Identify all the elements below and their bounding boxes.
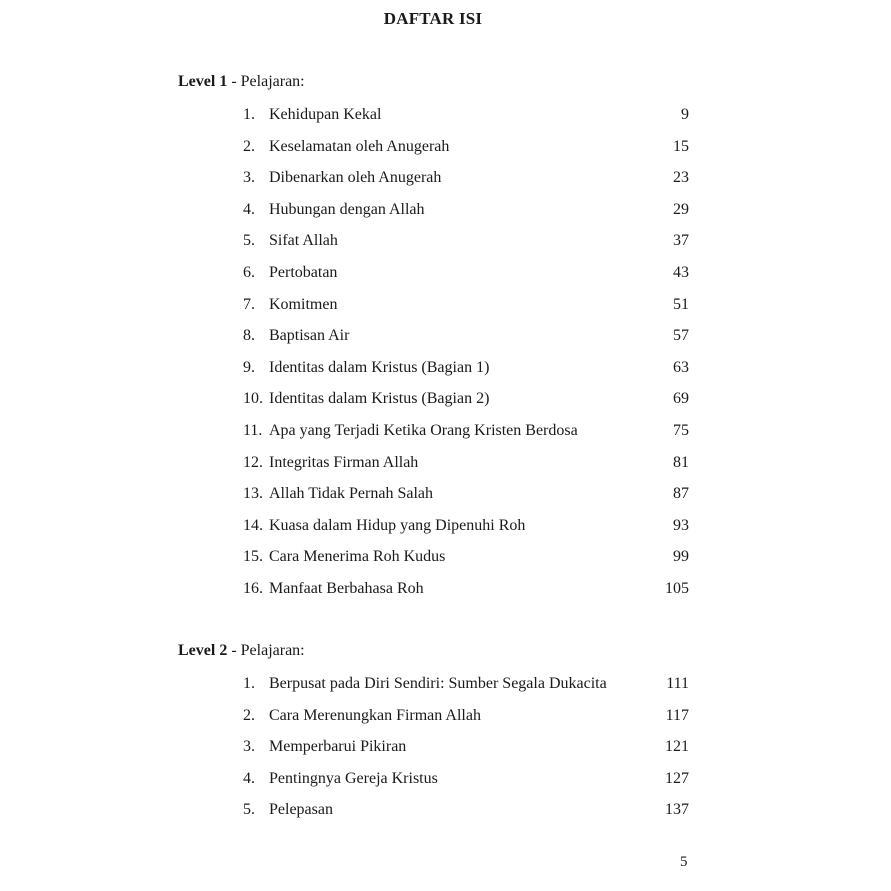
- toc-entry-page: 51: [673, 295, 689, 313]
- toc-entry[interactable]: [243, 295, 689, 327]
- toc-entry-title: Pelepasan: [269, 801, 333, 819]
- toc-entry[interactable]: [243, 706, 689, 738]
- toc-entry-number: 4.: [243, 769, 255, 787]
- toc-entry-page: 57: [673, 327, 689, 345]
- toc-entry-number: 3.: [243, 169, 255, 187]
- toc-entry-number: 5.: [243, 232, 255, 250]
- toc-entry-title: Hubungan dengan Allah: [269, 200, 425, 218]
- toc-entry-page: 9: [681, 106, 689, 123]
- toc-entry-title: Cara Merenungkan Firman Allah: [269, 706, 481, 724]
- toc-entry-title: Kehidupan Kekal: [269, 106, 382, 123]
- toc-entry-page: 111: [666, 675, 689, 692]
- toc-entry[interactable]: [243, 200, 689, 232]
- toc-entry-title: Apa yang Terjadi Ketika Orang Kristen Berdosa: [269, 421, 578, 439]
- toc-entry-title: Komitmen: [269, 295, 338, 313]
- level-2-toc-list: [243, 674, 689, 832]
- level-2-label: Level 2: [178, 642, 228, 659]
- toc-entry-title: Baptisan Air: [269, 327, 350, 345]
- toc-entry[interactable]: [243, 674, 689, 706]
- toc-entry[interactable]: [243, 516, 689, 548]
- toc-entry-page: 105: [665, 579, 689, 597]
- toc-entry-number: 4.: [243, 200, 255, 218]
- toc-entry-title: Allah Tidak Pernah Salah: [269, 485, 433, 503]
- page-number: 5: [680, 854, 688, 870]
- toc-entry[interactable]: [243, 389, 689, 421]
- toc-entry-page: 23: [673, 169, 689, 187]
- toc-entry-title: Keselamatan oleh Anugerah: [269, 137, 450, 155]
- toc-entry-title: Dibenarkan oleh Anugerah: [269, 169, 442, 187]
- level-2-heading: [178, 642, 305, 660]
- toc-entry-number: 9.: [243, 358, 255, 376]
- level-1-subtitle: - Pelajaran:: [227, 73, 305, 90]
- toc-entry-title: Memperbarui Pikiran: [269, 738, 407, 756]
- toc-entry[interactable]: [243, 737, 689, 769]
- toc-entry-number: 1.: [243, 675, 255, 692]
- toc-entry-title: Pertobatan: [269, 263, 338, 281]
- level-1-toc-list: [243, 105, 689, 611]
- toc-entry-page: 75: [673, 421, 689, 439]
- toc-entry-number: 12.: [243, 453, 263, 471]
- toc-entry-number: 10.: [243, 390, 263, 408]
- toc-entry[interactable]: [243, 453, 689, 485]
- toc-entry[interactable]: [243, 168, 689, 200]
- page-title: DAFTAR ISI: [383, 9, 483, 28]
- toc-entry[interactable]: [243, 421, 689, 453]
- toc-entry[interactable]: [243, 263, 689, 295]
- toc-entry-title: Integritas Firman Allah: [269, 453, 419, 471]
- toc-entry-title: Manfaat Berbahasa Roh: [269, 579, 424, 597]
- level-2-subtitle: - Pelajaran:: [227, 642, 305, 659]
- toc-entry-number: 7.: [243, 295, 255, 313]
- toc-entry-number: 16.: [243, 579, 263, 597]
- toc-entry-title: Berpusat pada Diri Sendiri: Sumber Segala Dukacita: [269, 675, 607, 692]
- toc-entry-page: 137: [665, 801, 689, 819]
- toc-entry-number: 3.: [243, 738, 255, 756]
- toc-entry-page: 99: [673, 548, 689, 566]
- toc-entry-page: 93: [673, 516, 689, 534]
- toc-entry[interactable]: [243, 105, 689, 137]
- toc-entry-title: Pentingnya Gereja Kristus: [269, 769, 438, 787]
- level-1-label: Level 1: [178, 73, 228, 90]
- toc-entry[interactable]: [243, 547, 689, 579]
- toc-entry-title: Identitas dalam Kristus (Bagian 1): [269, 358, 490, 376]
- toc-entry-title: Kuasa dalam Hidup yang Dipenuhi Roh: [269, 516, 526, 534]
- toc-entry[interactable]: [243, 137, 689, 169]
- toc-entry-number: 2.: [243, 706, 255, 724]
- toc-entry-page: 121: [665, 738, 689, 756]
- toc-entry-number: 11.: [243, 421, 263, 439]
- toc-entry[interactable]: [243, 484, 689, 516]
- toc-entry-page: 127: [665, 769, 689, 787]
- toc-entry[interactable]: [243, 769, 689, 801]
- toc-entry-number: 13.: [243, 485, 263, 503]
- toc-entry-number: 15.: [243, 548, 263, 566]
- toc-entry-page: 15: [673, 137, 689, 155]
- toc-entry[interactable]: [243, 326, 689, 358]
- toc-entry-page: 29: [673, 200, 689, 218]
- toc-entry-number: 1.: [243, 106, 255, 123]
- toc-entry-title: Sifat Allah: [269, 232, 338, 250]
- toc-entry-page: 87: [673, 485, 689, 503]
- toc-entry-page: 43: [673, 263, 689, 281]
- toc-entry-page: 117: [665, 706, 689, 724]
- toc-entry-number: 14.: [243, 516, 263, 534]
- toc-entry[interactable]: [243, 231, 689, 263]
- toc-entry-page: 69: [673, 390, 689, 408]
- toc-entry-title: Identitas dalam Kristus (Bagian 2): [269, 390, 490, 408]
- toc-entry-number: 5.: [243, 801, 255, 819]
- toc-entry-page: 63: [673, 358, 689, 376]
- toc-entry-title: Cara Menerima Roh Kudus: [269, 548, 446, 566]
- toc-entry-page: 81: [673, 453, 689, 471]
- toc-entry-page: 37: [673, 232, 689, 250]
- level-1-heading: [178, 73, 305, 91]
- toc-entry-number: 6.: [243, 263, 255, 281]
- toc-entry-number: 8.: [243, 327, 255, 345]
- toc-entry[interactable]: [243, 358, 689, 390]
- toc-entry[interactable]: [243, 579, 689, 611]
- toc-entry-number: 2.: [243, 137, 255, 155]
- toc-entry[interactable]: [243, 800, 689, 832]
